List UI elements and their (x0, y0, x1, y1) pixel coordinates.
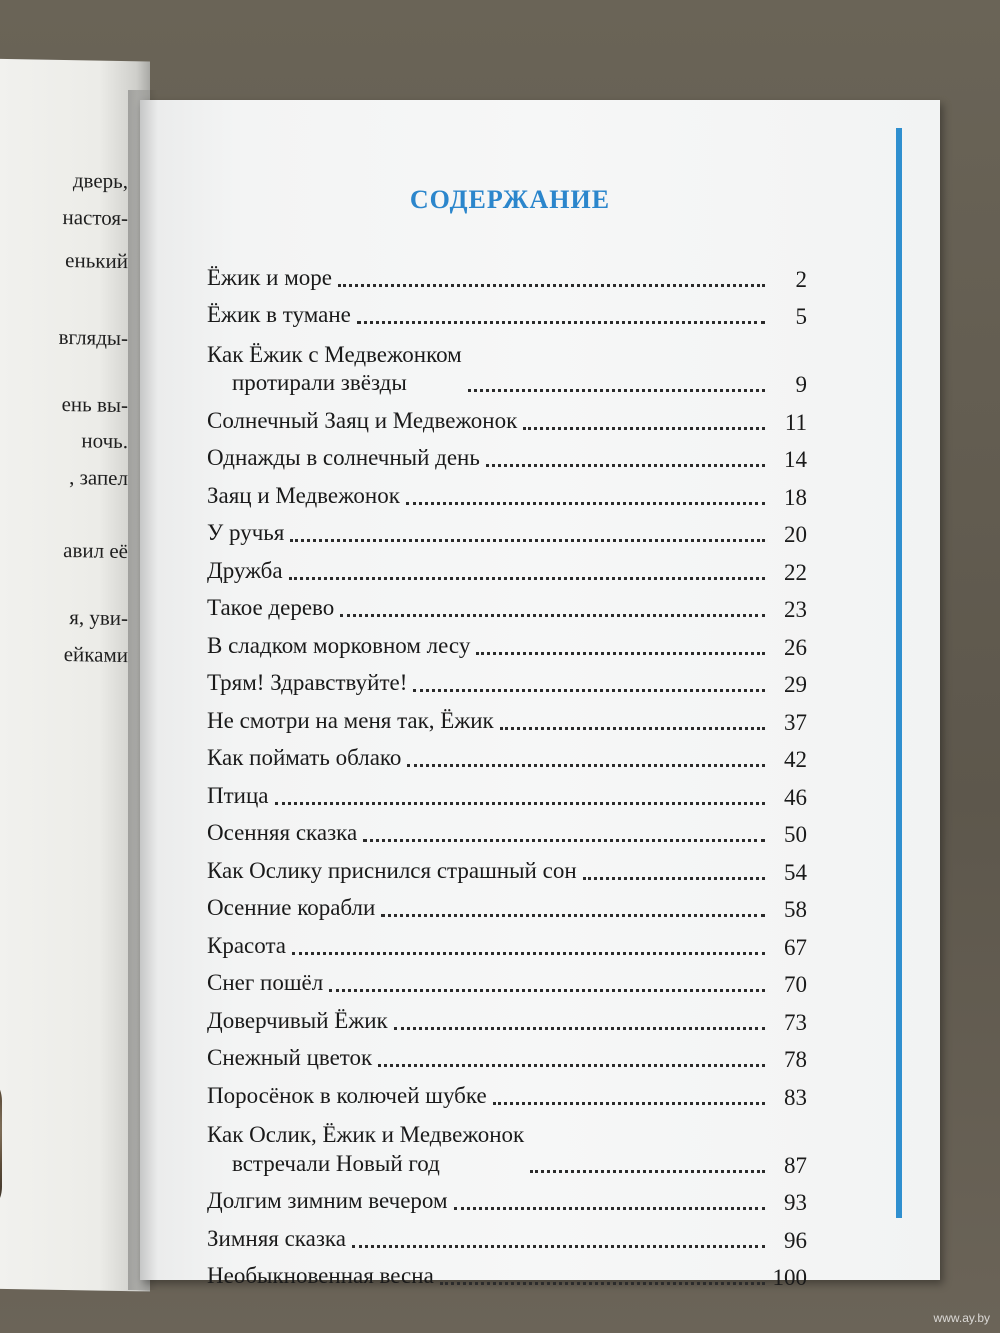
dot-leader (378, 1064, 765, 1067)
toc-entry-page: 26 (784, 634, 807, 660)
toc-entry-title-line: Дружба (207, 557, 283, 583)
dot-leader (329, 989, 765, 992)
dot-leader (275, 802, 766, 805)
toc-entry-page: 46 (784, 784, 807, 810)
dot-leader (338, 284, 765, 287)
toc-entry-page: 29 (784, 672, 807, 697)
toc-entry-title-line: Трям! Здравствуйте! (207, 670, 408, 696)
toc-entry[interactable] (207, 1216, 807, 1254)
toc-entry[interactable] (207, 961, 807, 999)
toc-entry-title-line: Ёжик в тумане (207, 302, 351, 328)
toc-entry-title-line: Как Ослик, Ёжик и Медвежонок (207, 1122, 525, 1147)
toc-entry-page: 83 (784, 1084, 807, 1110)
toc-entry-title (207, 1262, 434, 1291)
toc-entry-title (207, 1225, 346, 1254)
toc-entry[interactable] (207, 773, 807, 811)
toc-entry-page: 54 (784, 859, 807, 885)
left-page-text: авил её (63, 537, 128, 564)
left-page-text: дверь, (72, 168, 128, 194)
left-page-text: настоя- (62, 204, 128, 231)
watermark: www.ay.by (933, 1311, 990, 1325)
toc-entry-title (207, 1082, 487, 1111)
toc-entry-page: 9 (795, 372, 807, 397)
dot-leader (290, 539, 765, 542)
toc-entry-page: 5 (795, 304, 807, 329)
toc-entry-title (207, 969, 323, 998)
toc-entry-title-line: Как Ёжик с Медвежонком (207, 341, 462, 367)
toc-entry-title-line: В сладком морковном лесу (207, 632, 471, 658)
toc-entry-title-line: Долгим зимним вечером (207, 1188, 448, 1214)
toc-entry-title (207, 857, 577, 886)
toc-entry-page: 87 (784, 1152, 807, 1178)
toc-entry[interactable] (207, 698, 807, 736)
toc-entry-title (207, 819, 357, 848)
blue-edge-stripe (896, 128, 902, 1218)
toc-entry-page: 11 (784, 409, 807, 435)
toc-entry-title (207, 594, 334, 623)
toc-entry-title (207, 1187, 448, 1216)
dot-leader (476, 652, 765, 655)
book-gutter-shadow (128, 90, 158, 1290)
dot-leader (363, 839, 765, 842)
toc-entry-page: 22 (784, 559, 807, 585)
left-page-text: вгляды- (58, 324, 128, 351)
toc-entry-page: 67 (784, 934, 807, 960)
toc-entry[interactable] (207, 330, 807, 398)
dot-leader (292, 952, 765, 955)
toc-entry-title (207, 632, 470, 661)
toc-entry[interactable] (207, 293, 807, 331)
toc-entry[interactable] (207, 1111, 807, 1179)
toc-entry-title (207, 894, 375, 923)
toc-entry[interactable] (207, 1254, 807, 1292)
toc-entry-page: 58 (784, 897, 807, 922)
toc-entry-title-line: Осенняя сказка (207, 820, 358, 846)
toc-entry-title (207, 519, 284, 548)
toc-entry-title-line: Доверчивый Ёжик (207, 1007, 388, 1033)
dot-leader (394, 1027, 765, 1030)
left-page-text: , запел (69, 465, 128, 491)
toc-entry-title-line: Птица (207, 782, 269, 808)
toc-entry[interactable] (207, 1036, 807, 1074)
toc-entry[interactable] (207, 398, 807, 436)
toc-entry-title-line: встречали Новый год (232, 1150, 440, 1176)
toc-entry[interactable] (207, 436, 807, 474)
toc-entry[interactable] (207, 736, 807, 774)
toc-entry-title (207, 669, 407, 698)
dot-leader (352, 1245, 765, 1248)
dot-leader (468, 389, 765, 392)
toc-entry-title (207, 707, 494, 736)
dot-leader (407, 764, 765, 767)
toc-entry-title (207, 557, 283, 586)
table-of-contents (207, 255, 807, 1291)
toc-entry-page: 78 (784, 1047, 807, 1072)
toc-entry-page: 96 (784, 1227, 807, 1253)
toc-entry-title-line: Как поймать облако (207, 745, 402, 771)
toc-entry-title-line: Солнечный Заяц и Медвежонок (207, 407, 518, 433)
toc-entry-title-line: Необыкновенная весна (207, 1263, 434, 1289)
left-page-text: енький (65, 248, 128, 274)
left-page-text: я, уви- (69, 605, 128, 631)
toc-entry-title (207, 1044, 372, 1073)
toc-entry-title-line: Зимняя сказка (207, 1225, 346, 1251)
toc-entry-title-line: протирали звёзды (232, 370, 407, 396)
toc-entry[interactable] (207, 811, 807, 849)
toc-entry-page: 23 (784, 597, 807, 622)
dot-leader (583, 877, 765, 880)
contents-heading: СОДЕРЖАНИЕ (409, 185, 611, 214)
toc-entry-page: 73 (784, 1009, 807, 1035)
dot-leader (340, 614, 765, 617)
left-page-text: ейками (63, 641, 128, 668)
toc-entry-title (207, 1007, 388, 1036)
dot-leader (500, 727, 765, 730)
toc-entry-title (207, 482, 400, 511)
toc-entry-page: 2 (795, 266, 807, 292)
toc-entry-title (207, 782, 269, 811)
toc-entry-title (207, 407, 517, 436)
toc-entry-title-line: Не смотри на меня так, Ёжик (207, 707, 494, 733)
toc-entry[interactable] (207, 548, 807, 586)
dot-leader (493, 1102, 765, 1105)
toc-entry-title-line: Снежный цветок (207, 1045, 373, 1071)
dot-leader (381, 914, 765, 917)
toc-entry-title-line: Заяц и Медвежонок (207, 482, 400, 508)
toc-entry[interactable] (207, 586, 807, 624)
toc-entry-page: 50 (784, 822, 807, 847)
left-page-text: ночь. (81, 428, 128, 454)
toc-entry-title (207, 744, 401, 773)
toc-entry-page: 42 (784, 747, 807, 772)
toc-entry-title-line: Снег пошёл (207, 970, 324, 996)
toc-entry-title-line: Красота (207, 932, 286, 958)
toc-entry-page: 93 (784, 1190, 807, 1215)
toc-entry[interactable] (207, 1073, 807, 1111)
toc-entry[interactable] (207, 923, 807, 961)
toc-entry[interactable] (207, 623, 807, 661)
toc-entry[interactable] (207, 511, 807, 549)
toc-entry-title-line: Осенние корабли (207, 895, 376, 921)
toc-entry[interactable] (207, 1179, 807, 1217)
dot-leader (486, 464, 765, 467)
toc-entry[interactable] (207, 473, 807, 511)
toc-entry-title (207, 301, 351, 330)
toc-entry-page: 70 (784, 972, 807, 997)
dot-leader (406, 502, 765, 505)
toc-entry[interactable] (207, 886, 807, 924)
dot-leader (530, 1170, 765, 1173)
toc-entry-title-line: Ёжик и море (207, 264, 332, 290)
dot-leader (523, 427, 765, 430)
toc-entry-title-line: Однажды в солнечный день (207, 445, 480, 471)
toc-entry[interactable] (207, 848, 807, 886)
toc-entry[interactable] (207, 998, 807, 1036)
left-page-text: ень вы- (61, 391, 128, 418)
toc-entry[interactable] (207, 255, 807, 293)
toc-entry-page: 14 (784, 447, 807, 472)
toc-entry-page: 20 (784, 522, 807, 547)
toc-entry-page: 18 (784, 484, 807, 510)
illustration-fragment (0, 1068, 2, 1219)
toc-entry-title (207, 444, 480, 473)
dot-leader (357, 321, 765, 324)
toc-entry-page: 37 (784, 709, 807, 735)
toc-entry-page: 100 (772, 1265, 807, 1290)
toc-entry-title (207, 1121, 524, 1179)
toc-entry[interactable] (207, 661, 807, 699)
dot-leader (289, 577, 765, 580)
toc-entry-title-line: Поросёнок в колючей шубке (207, 1082, 487, 1108)
toc-entry-title (207, 264, 332, 293)
toc-entry-title-line: Как Ослику приснился страшный сон (207, 857, 577, 883)
dot-leader (440, 1282, 765, 1285)
toc-entry-title (207, 341, 462, 399)
dot-leader (413, 689, 765, 692)
dot-leader (454, 1207, 765, 1210)
toc-entry-title-line: Такое дерево (207, 595, 335, 621)
toc-entry-title (207, 932, 286, 961)
toc-entry-title-line: У ручья (207, 520, 285, 546)
